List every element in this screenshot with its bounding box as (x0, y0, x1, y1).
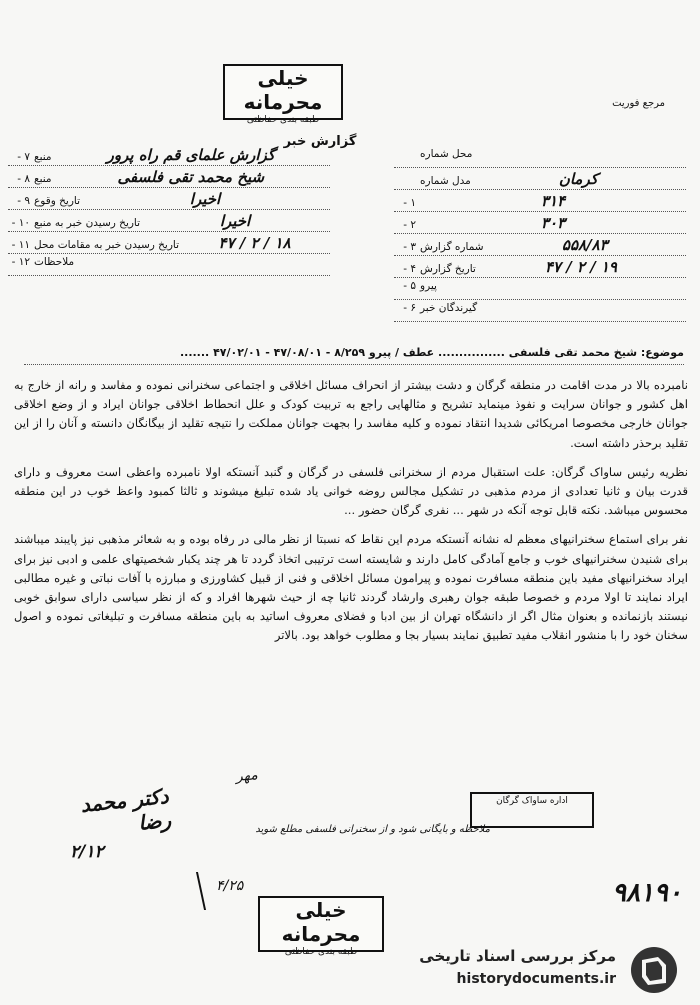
stamp-sub-text: طبقه بندی حفاظتی (284, 947, 358, 957)
left-fields (8, 146, 330, 278)
field-num: ۶ - (403, 302, 416, 314)
field-row (8, 256, 330, 276)
field-num: ۱۲ - (11, 256, 30, 268)
right-fields (394, 148, 686, 324)
field-value: اخیرا (189, 190, 221, 208)
handwritten-note: ملاحظه و بایگانی شود و از سخنرانی فلسفی مطلع شوید (255, 824, 490, 835)
stamp-sub-text: طبقه بندی حفاظتی (246, 115, 320, 125)
body-paragraph: نظریه رئیس ساواک گرگان: علت استقبال مردم از سخنرانی فلسفی در گرگان و گنبد آنستکه اولا نامبرده واعظی است معروف و دارای قدرت بیان و ثانیا تعدادی از مردم مذهبی در تشکیل مجالس روضه خوانی یاد شده تبلیغ میشوند و ثالثا کمبود واعظ خوب در این منطقه محسوس میباشد. نکته قابل توجه آنکه در شهر ... نفری گرگان حضور ... (14, 464, 688, 518)
archive-logo-icon (628, 945, 680, 995)
handwritten-date: ۴/۲۵ (216, 878, 244, 894)
stamp-main-text: خیلی محرمانه (281, 898, 361, 946)
field-row (394, 280, 686, 300)
field-num: ۳ - (403, 241, 416, 253)
field-row (394, 214, 686, 234)
field-value: ۳۱۴ (540, 192, 566, 210)
page-number: ۹۸۱۹۰ (612, 878, 682, 908)
field-row (394, 258, 686, 278)
handwritten-initials: مهر (235, 767, 259, 785)
signature-number: ۲/۱۲ (70, 842, 104, 862)
field-row (8, 146, 330, 166)
field-num: ۲ - (403, 219, 416, 231)
field-value: ۱۸ / ۲ / ۴۷ (218, 234, 291, 252)
field-num: ۱ - (403, 197, 416, 209)
stamp-main-text: خیلی محرمانه (243, 66, 323, 114)
field-label: تاریخ رسیدن خبر به منبع (34, 217, 141, 229)
field-value: ۳۰۳ (540, 214, 566, 232)
field-num: ۵ - (403, 280, 416, 292)
watermark-title: مرکز بررسی اسناد تاریخی (419, 947, 616, 965)
subject-line: موضوع: شیخ محمد تقی فلسفی ................ عطف / پیرو ۸/۲۵۹ - ۴۷/۰۸/۰۱ - ۴۷/۰۲/۰۱ ....... (24, 346, 684, 365)
handwritten-signature: دکتر محمد رضا (79, 783, 173, 836)
field-row (394, 148, 686, 168)
field-num: ۱۰ - (11, 217, 30, 229)
field-row (8, 190, 330, 210)
field-label: شماره گزارش (420, 241, 484, 253)
field-label: گیرندگان خبر (420, 302, 478, 314)
field-num: ۴ - (403, 263, 416, 275)
field-num: ۷ - (17, 151, 30, 163)
field-value: گزارش علمای قم راه پرور (106, 146, 275, 164)
field-num: ۱۱ - (11, 239, 30, 251)
field-row (394, 192, 686, 212)
field-label: تاریخ وقوع (34, 195, 81, 207)
field-value: کرمان (558, 170, 598, 188)
field-label: منبع (34, 151, 52, 163)
field-label: مدل شماره (420, 175, 471, 187)
field-label: پیرو (420, 280, 437, 292)
field-value: شیخ محمد تقی فلسفی (117, 168, 265, 186)
field-num: ۸ - (17, 173, 30, 185)
field-row (8, 234, 330, 254)
field-row (394, 236, 686, 256)
report-body (14, 376, 688, 656)
field-row (394, 302, 686, 322)
field-row (8, 212, 330, 232)
body-paragraph: نامبرده بالا در مدت اقامت در منطقه گرگان و دشت بیشتر از انحراف مسائل اخلاقی و اجتماعی سخنرانی نموده و مفاسد و رانه از خارج به اهل کشور و جوانان سرایت و نفوذ مینماید تشریح و مثالهایی راجع به تربیت کودک و علل انحطاط اخلاقی جوانان ایراد و از وضع اخلاقی جوانان خارجی مخصوصا امریکائی شدیدا انتقاد نموده و کلیه مفاسد را بجهت جوانان مملکت را نتیجه تقلید از بیگانگان دانسته و آنان را از این تقلید برحذر داشته است. (14, 378, 688, 450)
field-value: ۱۹ / ۲ / ۴۷ (544, 258, 617, 276)
field-label: منبع (34, 173, 52, 185)
watermark-url: historydocuments.ir (456, 971, 616, 987)
field-label: تاریخ گزارش (420, 263, 476, 275)
office-stamp: اداره ساواک گرگان (470, 792, 594, 828)
body-paragraph: نفر برای استماع سخنرانیهای معظم له نشانه آنستکه مردم این نقاط که نسبتا از نظر مالی در رفاه بوده و به شعائر مذهبی نیز پایبند میباشند برای شنیدن سخنرانیهای خوب و جامع آمادگی کامل دارند و شایسته است ترتیبی اتخاذ گردد تا هر چند یکبار شخصیتهای علمی و ادبی نیز برای ایراد سخنرانیهای مفید باین منطقه مسافرت نموده و پیرامون مسائل اخلاقی و فنی از قبیل کشاورزی و مبارزه با آفات نباتی و غیره مطالبی ایراد نمایند تا اولا مردم و خصوصا طبقه جوان رهبری وارشاد گردند ثانیا چه از حیث شهرها افراد و که از نظر سیاسی دارای سوابق خوبی نیستند بازنمانده و بعنوان مثال اگر از دانشگاه تهران از بین ادبا و فضلای معروف اساتید به باین منطقه مسافرت و تبلیغاتی نموده و اصول سخنان خود را با منشور انقلاب مفید تطبیق نمایند بسیار بجا و مطلوب خواهد بود. بالاتر (14, 532, 688, 643)
field-label: محل شماره (420, 148, 473, 160)
watermark (412, 945, 692, 997)
field-num: ۹ - (17, 195, 30, 207)
report-title: گزارش خبر (283, 134, 357, 149)
field-row (394, 170, 686, 190)
field-value: ۵۵۸/۸۳ (561, 236, 608, 254)
field-label: ملاحظات (34, 256, 75, 268)
field-label: تاریخ رسیدن خبر به مقامات محل (34, 239, 180, 251)
field-value: اخیرا (219, 212, 251, 230)
classification-stamp-bottom (258, 896, 384, 957)
field-row (8, 168, 330, 188)
doc-ref: مرجع فوریت (612, 98, 665, 109)
classification-stamp-top (223, 64, 343, 125)
